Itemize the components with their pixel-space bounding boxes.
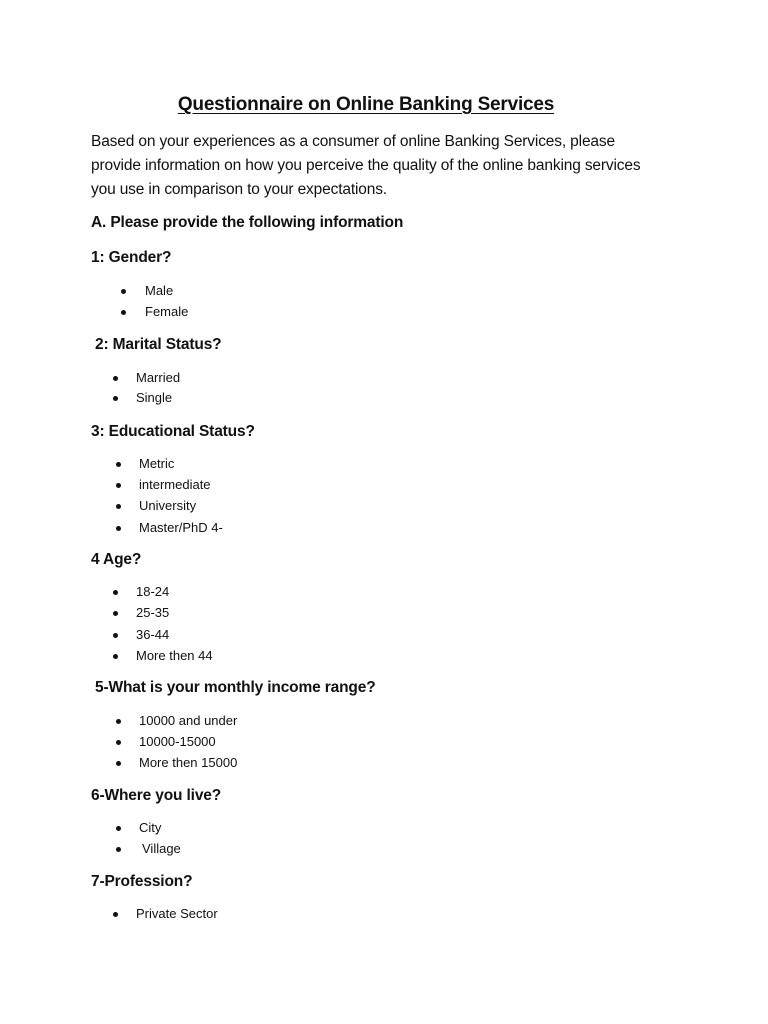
option-label: 36-44 <box>136 627 170 642</box>
bullet-icon <box>116 504 121 509</box>
bullet-icon <box>113 633 118 638</box>
option-label: Master/PhD 4- <box>139 520 223 535</box>
bullet-icon <box>121 310 126 315</box>
bullet-icon <box>116 719 121 724</box>
bullet-icon <box>113 396 118 401</box>
question-educational-status: 3: Educational Status? <box>91 423 255 440</box>
bullet-icon <box>113 912 118 917</box>
option-label: 18-24 <box>136 584 170 599</box>
bullet-icon <box>121 289 126 294</box>
section-a-heading: A. Please provide the following information <box>91 214 404 231</box>
question-profession: 7-Profession? <box>91 873 193 890</box>
option-label: 10000 and under <box>139 713 238 728</box>
option-label: Private Sector <box>136 906 218 921</box>
option-label: Female <box>145 304 189 319</box>
option-label: 25-35 <box>136 605 170 620</box>
option-label: Married <box>136 370 181 385</box>
bullet-icon <box>116 526 121 531</box>
question-gender: 1: Gender? <box>91 249 172 266</box>
option-label: intermediate <box>139 477 211 492</box>
option-label: University <box>139 498 197 513</box>
bullet-icon <box>113 611 118 616</box>
bullet-icon <box>116 740 121 745</box>
option-label: Male <box>145 283 174 298</box>
page-title: Questionnaire on Online Banking Services <box>177 94 555 115</box>
bullet-icon <box>116 847 121 852</box>
bullet-icon <box>116 761 121 766</box>
bullet-icon <box>113 376 118 381</box>
option-label: 10000-15000 <box>139 734 216 749</box>
question-marital-status: 2: Marital Status? <box>95 336 222 353</box>
bullet-icon <box>113 590 118 595</box>
option-label: Single <box>136 390 173 405</box>
option-label: Metric <box>139 456 175 471</box>
question-residence: 6-Where you live? <box>91 787 222 804</box>
option-label: More then 44 <box>136 648 213 663</box>
option-label: More then 15000 <box>139 755 238 770</box>
bullet-icon <box>116 483 121 488</box>
question-age: 4 Age? <box>91 551 142 568</box>
bullet-icon <box>116 462 121 467</box>
option-label: City <box>139 820 162 835</box>
option-label: Village <box>142 841 181 856</box>
question-income-range: 5-What is your monthly income range? <box>95 679 376 696</box>
bullet-icon <box>116 826 121 831</box>
intro-paragraph: Based on your experiences as a consumer of online Banking Services, please provide information on how you perceive the quality of the online banking services you use in comparison to your expectations. <box>91 133 641 198</box>
bullet-icon <box>113 654 118 659</box>
